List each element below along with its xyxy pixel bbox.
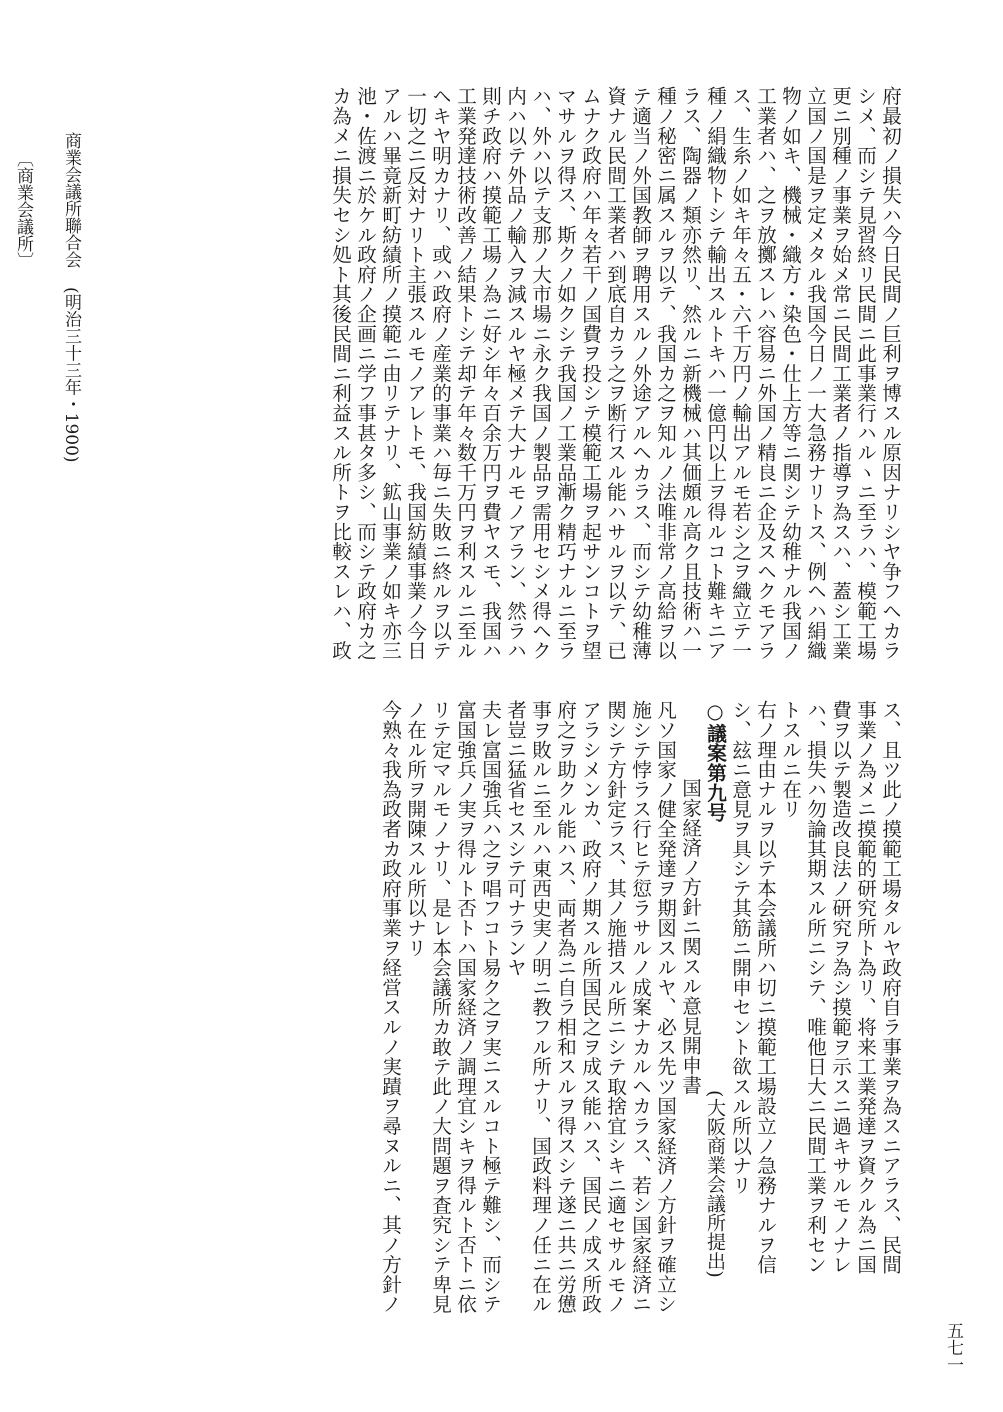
text-column: トスルニ在リ (778, 700, 802, 819)
text-column: 池・佐渡ニ於ケル政府ノ企画ニ学フ事甚タ多シ、而シテ政府カ之 (353, 86, 377, 661)
text-column: 夫レ富国強兵ハ之ヲ唱フコト易ク之ヲ実ニスルコト極テ難シ、而シテ (478, 700, 502, 1314)
text-column: 更ニ別種ノ事業ヲ始メ常ニ民間工業者ノ指導ヲ為スハ、蓋シ工業 (828, 86, 852, 661)
text-column: 費ヲ以テ製造改良法ノ研究ヲ為シ摸範ヲ示スニ過キサルモノナレ (828, 700, 852, 1275)
text-column: 府最初ノ損失ハ今日民間ノ巨利ヲ博スル原因ナリシヤ争フヘカラ (878, 86, 902, 661)
text-column: シメ、而シテ見習終リ民間ニ此事業行ハルヽニ至ラハ、模範工場 (853, 86, 877, 661)
text-column: 資ナル民間工業者ハ到底自カラ之ヲ断行スル能ハサルヲ以テ、已 (603, 86, 627, 661)
text-column: 一切之ニ反対ナリト主張スルモノアレトモ、我国紡績事業ノ今日 (403, 86, 427, 661)
text-column: 工業者ハ、之ヲ放擲スレハ容易ニ外国ノ精良ニ企及スヘクモアラ (753, 86, 777, 661)
text-column: リテ定マルモノナリ、是レ本会議所カ敢テ此ノ大問題ヲ査究シテ卑見 (428, 700, 452, 1314)
text-column: ムナク政府ハ年々若干ノ国費ヲ投シテ模範工場ヲ起サンコトヲ望 (578, 86, 602, 661)
text-column: カ為メニ損失セシ処ト其後民間ニ利益スル所トヲ比較スレハ、政 (328, 86, 352, 661)
text-column: 府之ヲ助クル能ハス、両者為ニ自ラ相和スルヲ得スシテ遂ニ共ニ労憊 (553, 700, 577, 1314)
text-column: ス、且ツ此ノ摸範工場タルヤ政府自ラ事業ヲ為スニアラス、民間 (878, 700, 902, 1275)
text-column: 種ノ秘密ニ属スルヲ以テ、我国カ之ヲ知ルノ法唯非常ノ高給ヲ以 (653, 86, 677, 661)
document-title: 国家経済ノ方針ニ関スル意見開申書 (678, 778, 702, 1095)
text-column: ノ在ル所ヲ開陳スル所以ナリ (403, 700, 427, 958)
text-column: ハ、損失ハ勿論其期スル所ニシテ、唯他日大ニ民間工業ヲ利セン (803, 700, 827, 1275)
text-column: 物ノ如キ、機械・織方・染色・仕上方等ニ関シテ幼稚ナル我国ノ (778, 86, 802, 661)
org-label: 商業会議所聯合会 (61, 132, 81, 268)
text-column: アラシメンカ、政府ノ期スル所国民之ヲ成ス能ハス、国民ノ成ス所政 (578, 700, 602, 1314)
running-header (14, 150, 31, 269)
text-column: 施シテ悖ラス行ヒテ愆ラサルノ成案ナカルヘカラス、若シ国家経済ニ (628, 700, 652, 1314)
text-column: ス、生糸ノ如キ年々五・六千万円ノ輸出アルモ若シ之ヲ織立テ一 (728, 86, 752, 661)
text-column: 者豈ニ猛省セスシテ可ナランヤ (503, 700, 527, 978)
year-label: (明治三十三年・1900) (61, 287, 81, 463)
text-column: 富国強兵ノ実ヲ得ルト否トハ国家経済ノ調理宜シキヲ得ルト否トニ依 (453, 700, 477, 1314)
text-column: 関シテ方針定ラス、其ノ施措スル所ニシテ取捨宜シキニ適セサルモノ (603, 700, 627, 1314)
text-column: 右ノ理由ナルヲ以テ本会議所ハ切ニ摸範工場設立ノ急務ナルヲ信 (753, 700, 777, 1275)
text-column: マサルヲ得ス、斯クノ如クシテ我国ノ工業品漸ク精巧ナルニ至ラ (553, 86, 577, 661)
text-column: 立国ノ国是ヲ定メタル我国今日ノ一大急務ナリトス、例ヘハ絹織 (803, 86, 827, 661)
text-column: 凡ソ国家ノ健全発達ヲ期図スルヤ、必ス先ツ国家経済ノ方針ヲ確立シ (653, 700, 677, 1314)
text-column: アルハ畢竟新町紡績所ノ摸範ニ由リテナリ、鉱山事業ノ如キ亦三 (378, 86, 402, 661)
text-column: テ適当ノ外国教師ヲ聘用スルノ外途アルヘカラス、而シテ幼稚薄 (628, 86, 652, 661)
text-column: 種ノ絹織物トシテ輸出スルトキハ一億円以上ヲ得ルコト難キニア (703, 86, 727, 661)
text-column: 工業発達技術改善ノ結果トシテ却テ年々数千万円ヲ利スルニ至ル (453, 86, 477, 661)
text-column: 今熟々我為政者カ政府事業ヲ経営スルノ実蹟ヲ尋ヌルニ、其ノ方針ノ (378, 700, 402, 1314)
text-column: ハ、外ハ以テ支那ノ大市場ニ永ク我国ノ製品ヲ需用セシメ得ヘク (528, 86, 552, 661)
text-column: ラス、陶器ノ類亦然リ、然ルニ新機械ハ其価頗ル高ク且技術ハ一 (678, 86, 702, 661)
text-column: 事業ノ為メニ摸範的研究所ト為リ、将来工業発達ヲ資クル為ニ国 (853, 700, 877, 1275)
text-column: ヘキヤ明カナリ、或ハ政府ノ産業的事業ハ毎ニ失敗ニ終ルヲ以テ (428, 86, 452, 661)
page-number: 五七一 (943, 1322, 963, 1373)
source-label: 〔商業会議所〕 (13, 150, 33, 269)
agenda-heading: ○議案第九号 (703, 700, 727, 823)
text-column: 則チ政府ハ摸範工場ノ為ニ好シ年々百余万円ヲ費ヤスモ、我国ハ (478, 86, 502, 661)
running-header-org (62, 80, 79, 463)
text-column: 事ヲ敗ルニ至ルハ東西史実ノ明ニ教フル所ナリ、国政料理ノ任ニ在ル (528, 700, 552, 1314)
text-column: 内ハ以テ外品ノ輸入ヲ減スルヤ極メテ大ナルモノアラン、然ラハ (503, 86, 527, 661)
text-column: シ、玆ニ意見ヲ具シテ其筋ニ開申セント欲スル所以ナリ (728, 700, 752, 1195)
affiliation-note: (大阪商業会議所提出) (704, 1090, 726, 1279)
